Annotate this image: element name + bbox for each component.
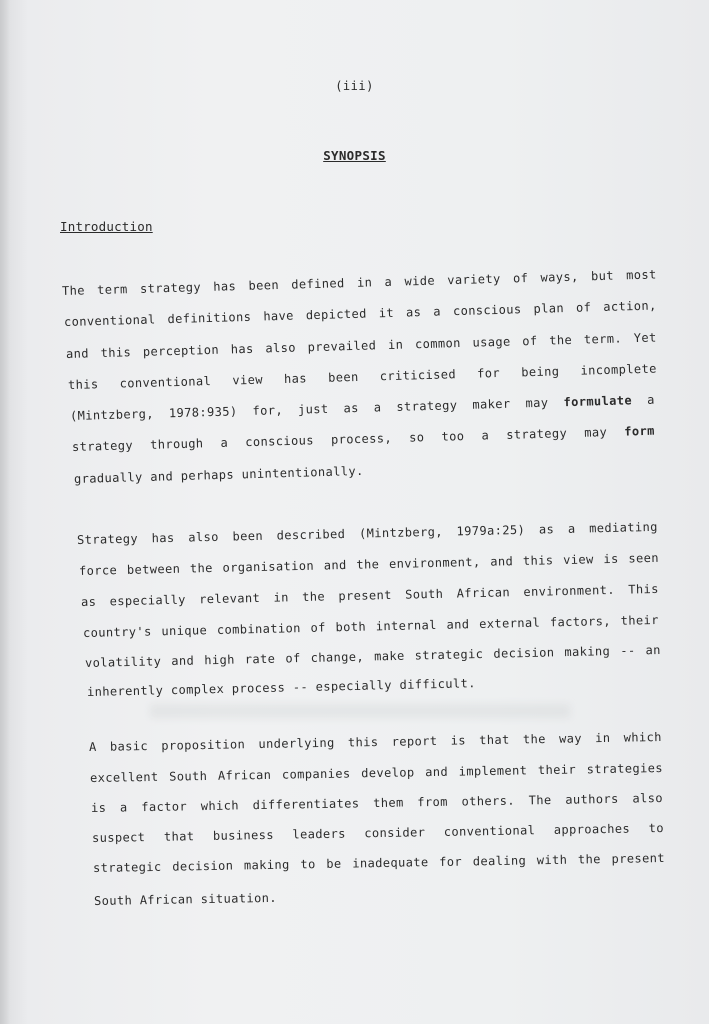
word: decision bbox=[493, 645, 555, 661]
word: South bbox=[93, 893, 133, 908]
word: (Mintzberg, bbox=[69, 406, 155, 423]
word: usage bbox=[472, 334, 511, 350]
word: strategy bbox=[139, 280, 202, 296]
word: is bbox=[603, 551, 619, 567]
word: being bbox=[521, 364, 560, 380]
word: view bbox=[232, 372, 264, 388]
word: external bbox=[478, 615, 541, 632]
word: may bbox=[525, 395, 549, 411]
word: organisation bbox=[222, 558, 315, 575]
word: them bbox=[373, 795, 404, 811]
word: making bbox=[243, 857, 290, 873]
word: in bbox=[387, 337, 404, 353]
word: form bbox=[624, 423, 655, 439]
word: -- bbox=[620, 643, 636, 658]
word: been bbox=[327, 369, 359, 385]
word: business bbox=[212, 827, 275, 843]
word: 1979a:25) bbox=[456, 522, 526, 539]
word: it bbox=[378, 305, 395, 321]
text-line bbox=[92, 821, 664, 845]
word: the bbox=[549, 332, 573, 348]
word: force bbox=[78, 563, 118, 578]
word: a bbox=[646, 392, 655, 407]
word: a bbox=[373, 400, 382, 415]
text-line bbox=[90, 761, 663, 785]
word: action, bbox=[603, 298, 657, 314]
word: process, bbox=[330, 431, 393, 447]
word: situation. bbox=[200, 890, 278, 907]
text-line bbox=[94, 891, 285, 908]
word: African bbox=[456, 585, 511, 601]
word: just bbox=[297, 401, 329, 417]
word: for bbox=[439, 854, 463, 869]
word: through bbox=[149, 436, 204, 452]
word: has bbox=[213, 279, 237, 294]
word: a bbox=[220, 435, 229, 450]
word: as bbox=[343, 400, 359, 416]
word: to bbox=[300, 857, 316, 872]
word: too bbox=[441, 429, 465, 444]
word: and bbox=[171, 653, 195, 669]
word: present bbox=[611, 851, 666, 866]
word: of bbox=[575, 300, 592, 315]
word: that bbox=[479, 732, 510, 748]
word: to bbox=[648, 821, 665, 836]
page-number: (iii) bbox=[335, 79, 374, 93]
word: A bbox=[88, 739, 97, 754]
word: in bbox=[356, 275, 373, 290]
word: this bbox=[522, 553, 554, 568]
word: report bbox=[391, 733, 438, 749]
word: factors, bbox=[549, 614, 612, 630]
word: depicted bbox=[305, 306, 367, 323]
word: has bbox=[230, 341, 254, 357]
word: suspect bbox=[91, 830, 146, 845]
word: underlying bbox=[258, 735, 335, 752]
word: dealing bbox=[472, 853, 527, 869]
word: view bbox=[562, 552, 594, 568]
word: be bbox=[326, 856, 342, 871]
word: wide bbox=[404, 273, 436, 289]
word: inadequate bbox=[352, 855, 429, 871]
word: decision bbox=[172, 858, 234, 874]
word: most bbox=[625, 267, 657, 283]
word: environment, bbox=[388, 554, 481, 571]
word: conventional bbox=[443, 823, 536, 839]
word: African bbox=[217, 767, 272, 783]
word: a bbox=[567, 521, 576, 536]
word: conventional bbox=[119, 374, 212, 391]
word: the bbox=[189, 560, 213, 576]
word: that bbox=[163, 829, 195, 844]
word: inherently bbox=[86, 683, 164, 699]
word: prevailed bbox=[307, 338, 377, 355]
word: term. bbox=[583, 331, 623, 347]
word: which bbox=[623, 730, 662, 745]
word: is bbox=[90, 800, 107, 815]
word: others. bbox=[461, 793, 516, 809]
word: excellent bbox=[89, 769, 159, 785]
word: factor bbox=[141, 799, 188, 815]
word: the bbox=[577, 852, 601, 867]
word: between bbox=[126, 561, 181, 577]
word: The bbox=[61, 283, 86, 298]
word: plan bbox=[533, 301, 565, 316]
word: has bbox=[283, 371, 308, 386]
text-line bbox=[91, 791, 663, 815]
word: conventional bbox=[63, 312, 156, 329]
word: South bbox=[169, 768, 208, 784]
word: term bbox=[96, 282, 128, 298]
word: this bbox=[67, 377, 99, 392]
word: country's bbox=[82, 624, 152, 640]
word: an bbox=[645, 642, 661, 658]
word: also bbox=[632, 791, 664, 806]
word: is bbox=[450, 733, 467, 748]
word: and bbox=[65, 346, 90, 361]
word: as bbox=[80, 594, 97, 609]
word: criticised bbox=[379, 367, 457, 384]
word: basic bbox=[109, 738, 149, 754]
word: have bbox=[263, 308, 295, 324]
word: proposition bbox=[161, 737, 246, 753]
word: difficult. bbox=[399, 676, 476, 692]
word: -- bbox=[292, 679, 309, 695]
word: complex bbox=[170, 681, 225, 698]
word: maker bbox=[472, 396, 511, 412]
word: a bbox=[384, 274, 393, 289]
word: and bbox=[425, 764, 449, 780]
word: been bbox=[232, 528, 264, 544]
word: especially bbox=[315, 678, 393, 694]
word: from bbox=[417, 794, 448, 810]
word: both bbox=[335, 619, 367, 635]
word: a bbox=[433, 304, 442, 319]
word: 1978:935) bbox=[168, 404, 238, 421]
word: been bbox=[248, 277, 280, 293]
word: change, bbox=[310, 649, 365, 665]
word: perception bbox=[142, 342, 220, 359]
word: may bbox=[584, 425, 608, 440]
word: common bbox=[414, 335, 461, 352]
section-heading: Introduction bbox=[60, 219, 153, 234]
word: combination bbox=[216, 621, 301, 637]
word: also bbox=[265, 340, 297, 356]
word: This bbox=[628, 581, 659, 597]
word: as bbox=[405, 305, 422, 320]
word: of bbox=[310, 620, 326, 635]
word: formulate bbox=[563, 393, 633, 410]
word: companies bbox=[281, 766, 351, 782]
word: rate bbox=[244, 651, 276, 667]
word: with bbox=[536, 852, 568, 868]
word: gradually bbox=[73, 470, 143, 486]
word: of bbox=[522, 333, 538, 349]
word: in bbox=[273, 590, 289, 605]
word: unintentionally. bbox=[241, 463, 364, 482]
word: also bbox=[188, 529, 219, 545]
word: (Mintzberg, bbox=[358, 524, 444, 541]
word: leaders bbox=[292, 826, 346, 842]
word: and bbox=[490, 554, 514, 569]
word: strategic bbox=[414, 646, 484, 663]
word: relevant bbox=[199, 590, 261, 607]
word: and bbox=[150, 469, 174, 484]
word: has bbox=[151, 530, 175, 546]
word: present bbox=[338, 587, 392, 604]
word: consider bbox=[364, 825, 426, 841]
word: Strategy bbox=[76, 531, 139, 547]
word: African bbox=[139, 892, 194, 908]
word: strategy bbox=[71, 438, 134, 454]
word: the bbox=[302, 589, 326, 604]
word: approaches bbox=[553, 821, 631, 837]
word: of bbox=[512, 270, 529, 286]
word: differentiates bbox=[252, 796, 360, 813]
word: their bbox=[537, 762, 577, 778]
word: seen bbox=[628, 550, 660, 566]
word: environment. bbox=[523, 582, 616, 599]
word: perhaps bbox=[180, 467, 235, 484]
page-title: SYNOPSIS bbox=[323, 148, 386, 163]
word: their bbox=[620, 612, 659, 628]
word: Yet bbox=[633, 330, 657, 346]
word: make bbox=[373, 648, 405, 664]
word: strategy bbox=[396, 398, 458, 414]
word: described bbox=[276, 526, 346, 543]
word: way bbox=[558, 731, 583, 746]
word: develop bbox=[361, 765, 415, 781]
word: strategy bbox=[506, 426, 568, 442]
word: incomplete bbox=[580, 361, 657, 378]
word: making bbox=[564, 644, 611, 660]
word: especially bbox=[109, 592, 187, 609]
word: mediating bbox=[589, 519, 658, 536]
word: defined bbox=[291, 276, 345, 292]
word: ways, bbox=[540, 269, 579, 285]
word: high bbox=[204, 652, 235, 668]
word: definitions bbox=[167, 309, 252, 327]
word: conscious bbox=[245, 433, 315, 450]
word: for, bbox=[252, 403, 284, 418]
word: of bbox=[285, 651, 301, 666]
word: in bbox=[595, 730, 611, 746]
word: so bbox=[408, 430, 425, 445]
word: strategic bbox=[92, 859, 162, 875]
word: South bbox=[405, 586, 444, 602]
word: The bbox=[528, 792, 552, 808]
word: as bbox=[538, 522, 555, 537]
word: this bbox=[347, 734, 379, 750]
word: and bbox=[446, 617, 470, 632]
word: conscious bbox=[452, 302, 522, 319]
word: but bbox=[590, 268, 615, 284]
word: and bbox=[323, 557, 347, 573]
word: a bbox=[481, 428, 490, 443]
word: process bbox=[231, 680, 286, 696]
word: a bbox=[119, 800, 128, 815]
word: variety bbox=[447, 271, 501, 288]
word: which bbox=[200, 798, 240, 814]
word: for bbox=[476, 365, 501, 381]
word: this bbox=[100, 345, 132, 361]
text-line bbox=[89, 730, 662, 754]
word: volatility bbox=[84, 654, 162, 670]
text-line bbox=[93, 851, 665, 875]
word: unique bbox=[161, 623, 208, 639]
word: authors bbox=[565, 791, 619, 807]
word: strategies bbox=[586, 761, 664, 777]
word: internal bbox=[375, 617, 437, 634]
word: the bbox=[522, 732, 546, 747]
word: implement bbox=[458, 763, 528, 779]
word: the bbox=[356, 557, 380, 572]
